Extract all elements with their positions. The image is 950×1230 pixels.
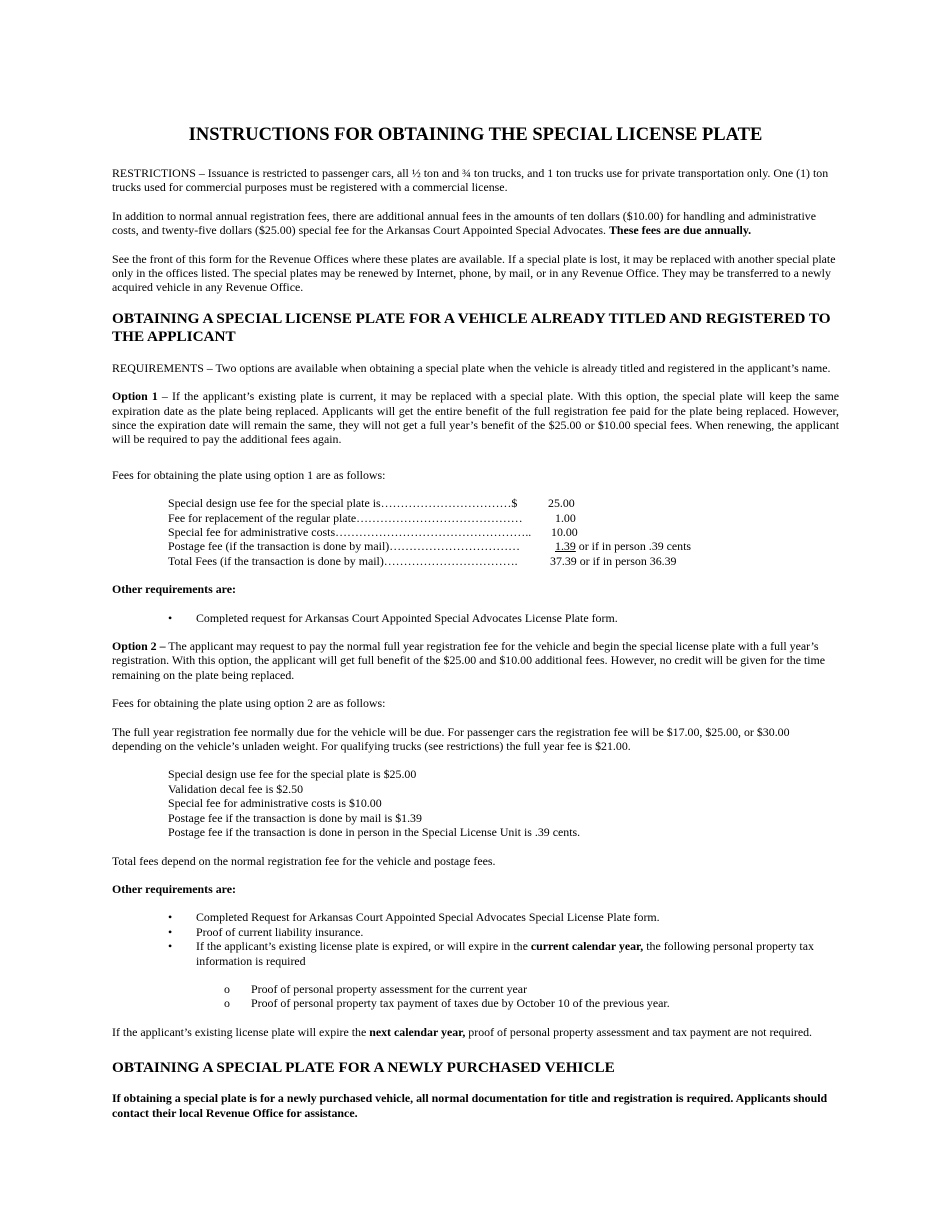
other-requirements-label: Other requirements are: [112, 881, 236, 896]
fee-row [168, 554, 839, 568]
option2-fees-intro: Fees for obtaining the plate using option 2 are as follows: [112, 696, 386, 711]
fee-value: 1.39 [555, 539, 576, 554]
option2-fee-list [168, 767, 839, 839]
fee-line: Special design use fee for the special plate is $25.00 [168, 767, 417, 782]
next-year-paragraph: If the applicant’s existing license plate will expire the next calendar year, proof of personal property assessment and tax payment are not required. [112, 1024, 813, 1039]
option1-fee-table [168, 496, 839, 568]
fee-extra: or if in person .39 cents [575, 539, 692, 554]
bullet-icon: • [168, 924, 173, 939]
bullet-icon: • [168, 910, 173, 925]
list-item: • Completed request for Arkansas Court Appointed Special Advocates License Plate form. [168, 610, 618, 625]
revenue-offices-paragraph: See the front of this form for the Revenue Offices where these plates are available. If a special plate is lost, it may be replaced with another special plate only in the offices listed. The special plates may be renewed by Internet, phone, by mail, or in any Revenue Office. They may be transferred to a newly acquired vehicle in any Revenue Office. [112, 251, 836, 295]
option1-text: – If the applicant’s existing plate is current, it may be replaced with a special plate. With this option, the special plate will keep the same expiration date as the plate being replaced. Applicants will get the entire benefit of the full registration fee paid for the plate being replaced. However, since the expiration date will remain the same, they will not get a full year’s benefit of the $25.00 or $10.00 special fees. When renewing, the applicant will be required to pay the additional fees again. [112, 389, 839, 447]
option2-paragraph [112, 639, 839, 682]
fee-label: Special fee for administrative costs………………………………………….. [168, 525, 532, 540]
option2-text: The applicant may request to pay the normal full year registration fee for the vehicle and begin the special license plate with a full year’s registration. With this option, the applicant will get full benefit of the $25.00 and $10.00 additional fees. However, no credit will be given for the time remaining on the plate being replaced. [112, 639, 826, 682]
fee-line: Special fee for administrative costs is $10.00 [168, 796, 382, 811]
fee-label: Total Fees (if the transaction is done by mail)……………………………. [168, 553, 518, 568]
other-requirements-label: Other requirements are: [112, 582, 236, 597]
newly-purchased-paragraph: If obtaining a special plate is for a newly purchased vehicle, all normal documentation for title and registration is required. Applicants should contact their local Revenue Office for assistance. [112, 1091, 828, 1120]
requirements-paragraph: REQUIREMENTS – Two options are available when obtaining a special plate when the vehicle is already titled and registered in the applicant’s name. [112, 360, 831, 375]
circle-bullet-icon: o [224, 996, 230, 1011]
option2-label: Option 2 – [112, 639, 166, 654]
section-heading-newly-purchased: OBTAINING A SPECIAL PLATE FOR A NEWLY PURCHASED VEHICLE [112, 1059, 615, 1077]
restrictions-paragraph: RESTRICTIONS – Issuance is restricted to passenger cars, all ½ ton and ¾ ton trucks, and 1 ton trucks use for private transportation only. One (1) ton trucks used for commercial purposes must be registered with a commercial license. [112, 166, 829, 195]
fee-extra: or if in person 36.39 [576, 553, 677, 568]
fee-row [168, 511, 839, 525]
fee-label: Special design use fee for the special plate is……………………………$ [168, 496, 518, 511]
annual-fees-text: In addition to normal annual registration fees, there are additional annual fees in the amounts of ten dollars ($10.00) for handling and administrative costs, and twenty-five dollars ($25.00) special fee for the Arkansas Court Appointed Special Advocates. [112, 208, 816, 238]
option2-requirements-list [112, 910, 839, 968]
list-item: o Proof of personal property assessment for the current year [224, 981, 528, 996]
circle-bullet-icon: o [224, 981, 230, 996]
annual-fees-paragraph [112, 209, 839, 238]
option1-paragraph [112, 389, 839, 447]
option1-label: Option 1 [112, 389, 158, 404]
bullet-icon: • [168, 610, 173, 625]
fee-line: Postage fee if the transaction is done in person in the Special License Unit is .39 cents. [168, 825, 581, 840]
section-heading-already-titled: OBTAINING A SPECIAL LICENSE PLATE FOR A VEHICLE ALREADY TITLED AND REGISTERED TO THE APPLICANT [112, 309, 831, 345]
tax-requirements-sublist [112, 982, 839, 1011]
total-fees-note: Total fees depend on the normal registration fee for the vehicle and postage fees. [112, 853, 496, 868]
document-body [112, 124, 839, 1120]
bullet-icon: • [168, 939, 173, 954]
option1-fees-intro: Fees for obtaining the plate using option 1 are as follows: [112, 467, 386, 482]
list-item: • Proof of current liability insurance. [168, 924, 364, 939]
fee-label: Fee for replacement of the regular plate…………………………………… [168, 510, 523, 525]
fee-value: 10.00 [551, 525, 578, 540]
option1-requirements-list [112, 611, 839, 625]
fee-value: 25.00 [548, 496, 575, 511]
fee-value: 1.00 [555, 510, 576, 525]
annual-fees-bold: These fees are due annually. [608, 223, 752, 238]
list-item: • Completed Request for Arkansas Court Appointed Special Advocates Special License Plate form. [168, 910, 660, 925]
fee-label: Postage fee (if the transaction is done by mail)…………………………… [168, 539, 521, 554]
fee-row [168, 539, 839, 553]
full-year-paragraph: The full year registration fee normally due for the vehicle will be due. For passenger cars the registration fee will be $17.00, $25.00, or $30.00 depending on the vehicle’s unladen weight. For qualifying trucks (see restrictions) the full year fee is $21.00. [112, 724, 790, 754]
fee-row [168, 525, 839, 539]
fee-line: Postage fee if the transaction is done by mail is $1.39 [168, 810, 422, 825]
page-title: INSTRUCTIONS FOR OBTAINING THE SPECIAL LICENSE PLATE [188, 125, 763, 145]
list-item: • If the applicant’s existing license plate is expired, or will expire in the current calendar year, the following personal property tax information is required [168, 939, 814, 968]
fee-value: 37.39 [550, 553, 577, 568]
fee-row [168, 496, 839, 510]
list-item: o Proof of personal property tax payment of taxes due by October 10 of the previous year. [224, 996, 670, 1011]
fee-line: Validation decal fee is $2.50 [168, 781, 304, 796]
